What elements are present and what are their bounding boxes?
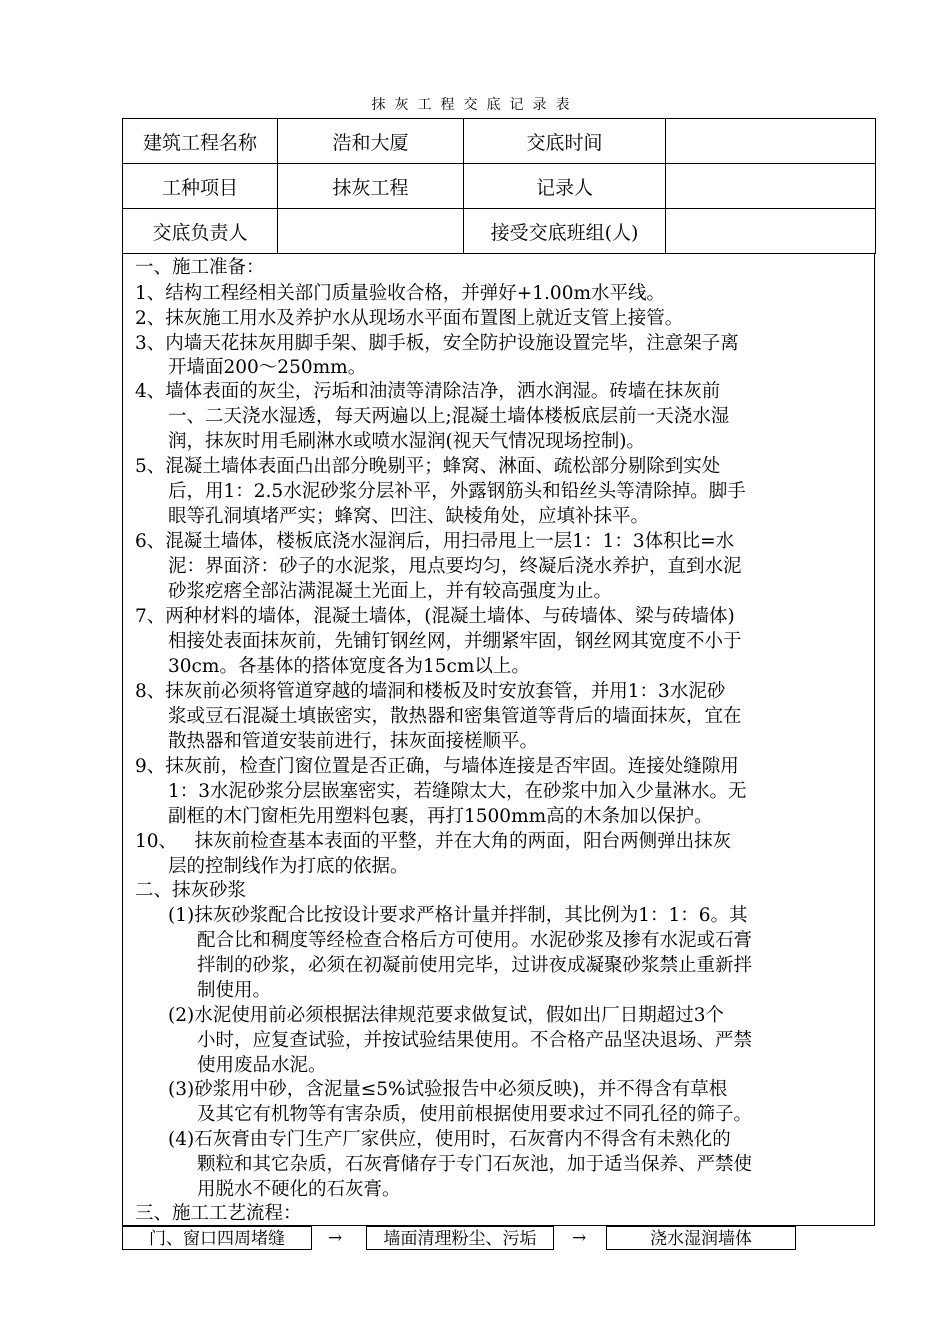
table-row	[123, 119, 876, 164]
recorder-label: 记录人	[464, 164, 666, 209]
text-line: 层的控制线作为打底的依据。	[168, 856, 409, 877]
section-heading: 二、抹灰砂浆	[135, 880, 247, 901]
text-line: 配合比和稠度等经检查合格后方可使用。水泥砂浆及掺有水泥或石膏	[197, 930, 753, 951]
text-line: 5、混凝土墙体表面凸出部分晚剔平；蜂窝、淋面、疏松部分剔除到实处	[135, 456, 721, 477]
text-line: 砂浆疙瘩全部沾满混凝土光面上，并有较高强度为止。	[168, 581, 613, 602]
text-line: 10、 抹灰前检查基本表面的平整，并在大角的两面，阳台两侧弹出抹灰	[135, 831, 732, 852]
responsible-label: 交底负责人	[123, 209, 278, 254]
receiving-team-label: 接受交底班组(人)	[464, 209, 666, 254]
text-line: (3)砂浆用中砂，含泥量≤5%试验报告中必须反映)，并不得含有草根	[168, 1079, 728, 1100]
recorder-value	[666, 164, 876, 209]
section-heading: 一、施工准备：	[135, 257, 265, 278]
text-line: 9、抹灰前，检查门窗位置是否正确，与墙体连接是否牢固。连接处缝隙用	[135, 756, 739, 777]
text-line: 及其它有机物等有害杂质，使用前根据使用要求过不同孔径的筛子。	[197, 1104, 753, 1125]
text-line: 4、墙体表面的灰尘，污垢和油渍等清除洁净，洒水润湿。砖墙在抹灰前	[135, 381, 721, 402]
text-line: 2、抹灰施工用水及养护水从现场水平面布置图上就近支管上接管。	[135, 308, 684, 329]
text-line: 一、二天浇水湿透，每天两遍以上;混凝土墙体楼板底层前一天浇水湿	[168, 406, 730, 427]
text-line: 8、抹灰前必须将管道穿越的墙洞和楼板及时安放套管，并用1：3水泥砂	[135, 681, 726, 702]
section-heading: 三、施工工艺流程：	[135, 1203, 302, 1224]
handover-time-value	[666, 119, 876, 164]
text-line: (4)石灰膏由专门生产厂家供应，使用时，石灰膏内不得含有未熟化的	[168, 1129, 731, 1150]
text-line: 开墙面200～250mm。	[168, 357, 367, 378]
receiving-team-value	[666, 209, 876, 254]
text-line: 制使用。	[197, 980, 272, 1001]
text-line: 30cm。各基体的搭体宽度各为15cm以上。	[168, 656, 530, 677]
text-line: 拌制的砂浆，必须在初凝前使用完毕，过讲夜成凝聚砂浆禁止重新拌	[197, 955, 753, 976]
text-line: 6、混凝土墙体，楼板底浇水湿润后，用扫帚甩上一层1：1：3体积比=水	[135, 531, 735, 552]
text-line: 使用废品水泥。	[197, 1055, 327, 1076]
text-line: 颗粒和其它杂质，石灰膏储存于专门石灰池，加于适当保养、严禁使	[197, 1154, 753, 1175]
header-table	[122, 118, 876, 254]
text-line: 用脱水不硬化的石灰膏。	[197, 1179, 401, 1200]
text-line: 副框的木门窗柜先用塑料包裹，再打1500mm高的木条加以保护。	[168, 806, 713, 827]
process-flow	[122, 1226, 875, 1252]
work-type-value: 抹灰工程	[278, 164, 464, 209]
text-line: 后，用1：2.5水泥砂浆分层补平，外露钢筋头和铅丝头等清除掉。脚手	[168, 481, 746, 502]
handover-time-label: 交底时间	[464, 119, 666, 164]
flow-step-box: 墙面清理粉尘、污垢	[366, 1226, 554, 1250]
work-type-label: 工种项目	[123, 164, 278, 209]
text-line: 散热器和管道安装前进行，抹灰面接槎顺平。	[168, 731, 539, 752]
flow-step-box: 浇水湿润墙体	[606, 1226, 796, 1250]
text-line: 小时，应复查试验，并按试验结果使用。不合格产品坚决退场、严禁	[197, 1030, 753, 1051]
content-body	[122, 254, 875, 1226]
text-line: 相接处表面抹灰前，先铺钉钢丝网，并绷紧牢固，钢丝网其宽度不小于	[168, 631, 742, 652]
text-line: 1、结构工程经相关部门质量验收合格，并弹好+1.00m水平线。	[135, 283, 666, 304]
document-title: 抹灰工程交底记录表	[371, 97, 579, 113]
text-line: 7、两种材料的墙体，混凝土墙体，(混凝土墙体、与砖墙体、梁与砖墙体)	[135, 606, 735, 627]
text-line: 浆或豆石混凝土填嵌密实，散热器和密集管道等背后的墙面抹灰，宜在	[168, 706, 742, 727]
text-line: 1：3水泥砂浆分层嵌塞密实，若缝隙太大，在砂浆中加入少量淋水。无	[168, 781, 747, 802]
table-row	[123, 209, 876, 254]
text-line: 眼等孔洞填堵严实；蜂窝、凹注、缺棱角处，应填补抹平。	[168, 506, 650, 527]
project-name-value: 浩和大厦	[278, 119, 464, 164]
flow-arrow: →	[328, 1228, 343, 1248]
text-line: (2)水泥使用前必须根据法律规范要求做复试，假如出厂日期超过3个	[168, 1005, 724, 1026]
flow-arrow: →	[572, 1228, 587, 1248]
table-row	[123, 164, 876, 209]
text-line: 3、内墙天花抹灰用脚手架、脚手板，安全防护设施设置完毕，注意架子离	[135, 333, 739, 354]
text-line: 泥：界面济：砂子的水泥浆，甩点要均匀，终凝后浇水养护，直到水泥	[168, 556, 742, 577]
project-name-label: 建筑工程名称	[123, 119, 278, 164]
flow-step-box: 门、窗口四周堵缝	[122, 1226, 312, 1250]
text-line: 润，抹灰时用毛刷淋水或喷水湿润(视天气情况现场控制)。	[168, 431, 645, 452]
responsible-value	[278, 209, 464, 254]
text-line: (1)抹灰砂浆配合比按设计要求严格计量并拌制，其比例为1：1：6。其	[168, 905, 748, 926]
